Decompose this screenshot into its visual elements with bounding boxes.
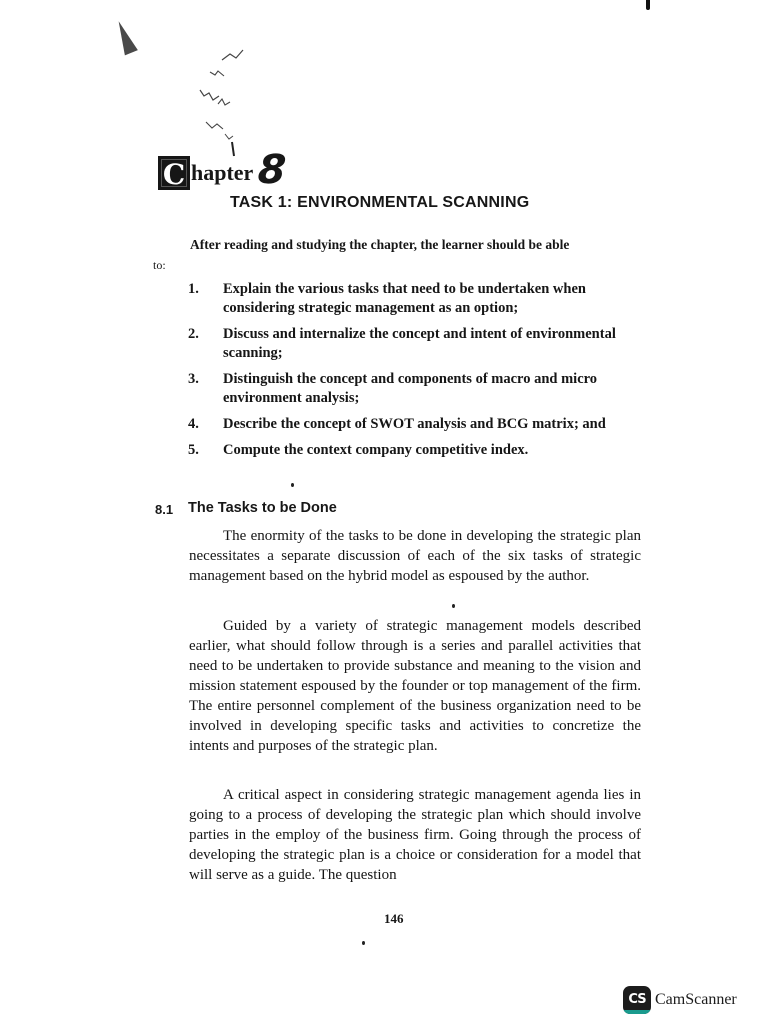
objective-text: Describe the concept of SWOT analysis and BCG matrix; and (223, 416, 606, 432)
body-paragraph: The enormity of the tasks to be done in developing the strategic plan necessitates a separate discussion of each of the six tasks of strategic management based on the hybrid model as espoused by the author. (189, 528, 641, 584)
objective-number: 2. (188, 326, 199, 342)
scan-speck (291, 483, 294, 487)
camscanner-logo-icon: CS (623, 986, 651, 1014)
scan-speck (362, 941, 365, 945)
chapter-word: hapter (191, 160, 254, 185)
scan-mark (646, 0, 650, 10)
page-number: 146 (384, 911, 404, 926)
chapter-number: 8 (256, 147, 288, 193)
section-number: 8.1 (155, 502, 174, 517)
intro-text-continued: to: (153, 258, 166, 272)
objective-item (188, 280, 643, 318)
scan-speck (452, 604, 455, 608)
learning-objectives-list (188, 280, 643, 460)
objective-text: Compute the context company competitive index. (223, 442, 529, 458)
body-paragraph: A critical aspect in considering strategic management agenda lies in going to a process of developing the strategic plan which should involve parties in the employ of the business firm. Going through the process of developing the strategic plan is a choice or consideration for a model that will serve as a guide. The question (189, 787, 641, 883)
handwritten-scribble (170, 42, 270, 162)
camscanner-watermark (623, 986, 737, 1014)
objective-item (188, 415, 643, 434)
objective-number: 4. (188, 416, 199, 432)
section-title: The Tasks to be Done (188, 500, 337, 516)
objective-item (188, 370, 643, 408)
chapter-initial: C (158, 156, 190, 190)
objective-text: Discuss and internalize the concept and intent of environmental scanning; (223, 326, 616, 361)
objective-number: 3. (188, 371, 199, 387)
task-title: TASK 1: ENVIRONMENTAL SCANNING (230, 194, 530, 211)
objective-text: Distinguish the concept and components of macro and micro environment analysis; (223, 371, 598, 406)
objective-number: 1. (188, 281, 199, 297)
chapter-heading (158, 146, 288, 193)
intro-text: After reading and studying the chapter, the learner should be able (190, 237, 570, 252)
scan-mark (112, 19, 138, 56)
body-paragraph: Guided by a variety of strategic management models described earlier, what should follow through is a series and parallel activities that need to be undertaken to provide substance and meaning to the vision and mission statement espoused by the founder or top management of the firm. The entire personnel complement of the business organization need to be involved in developing specific tasks and activities to concretize the intents and purposes of the strategic plan. (189, 618, 641, 754)
objective-item (188, 325, 643, 363)
objective-item (188, 441, 643, 460)
objective-number: 5. (188, 442, 199, 458)
camscanner-name: CamScanner (655, 991, 737, 1008)
objective-text: Explain the various tasks that need to be undertaken when considering strategic management as an option; (223, 281, 586, 316)
